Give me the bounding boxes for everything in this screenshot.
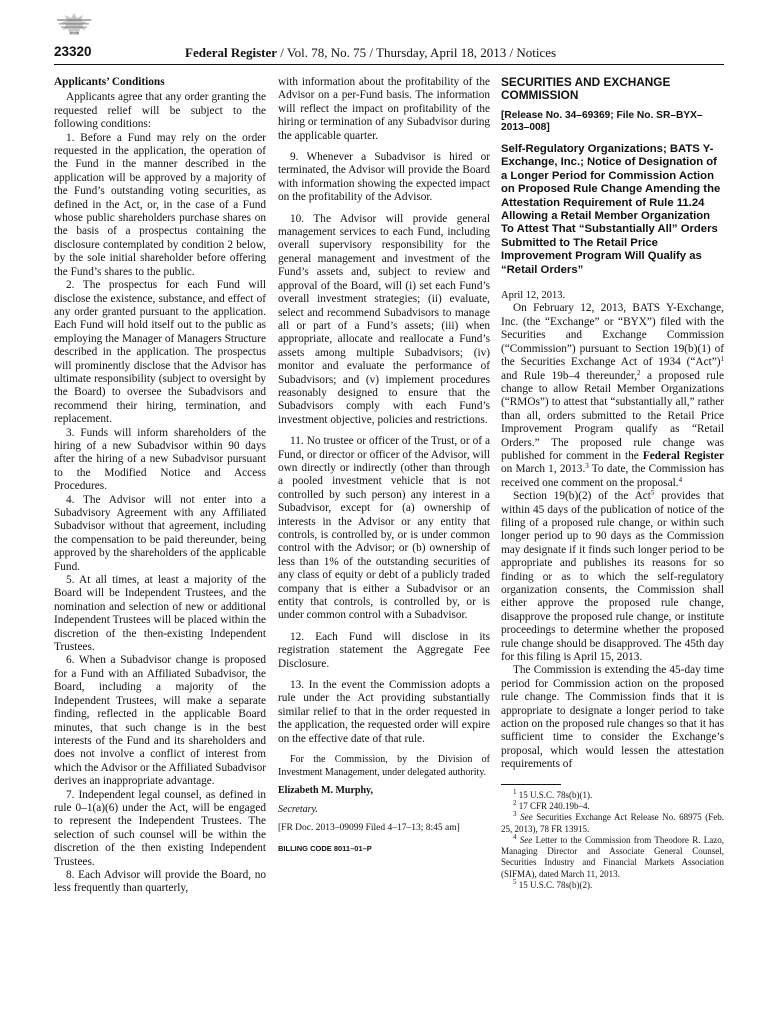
footnote-ref: 3 xyxy=(585,462,589,471)
fr-doc-line: [FR Doc. 2013–09099 Filed 4–17–13; 8:45 am] xyxy=(278,823,460,834)
footnote-ref: 5 xyxy=(650,489,655,498)
footnote-1: $^1$ 15 U.S.C. 78s(b)(1). xyxy=(513,787,593,800)
billing-code: BILLING CODE 8011–01–P xyxy=(278,843,372,853)
footnote-4: $^4$ See Letter to the Commission from Theodore R. Lazo, Managing Director and Associate General Counsel, Securities Industry and Financial Markets Association (SIFMA), dated March 11, 2013. xyxy=(501,832,724,879)
section-heading: Applicants’ Conditions xyxy=(54,76,165,88)
condition-1: 1. Before a Fund may rely on the order requested in the application, the operation of the Fund in the manner described in the application will be approved by a majority of the Fund’s outstanding voting securities, as defined in the Act, or, in the case of a Fund whose public shareholders purchase shares on the basis of a prospectus containing the disclosure contemplated by condition 2 below, by the sole initial shareholder before offering the Fund’s shares to the public. xyxy=(54,131,266,278)
notice-date: April 12, 2013. xyxy=(501,290,566,302)
condition-13: 13. In the event the Commission adopts a rule under the Act providing substantially similar relief to that in the order requested in the application, the requested order will expire on the effective date of that rule. xyxy=(278,679,490,745)
paragraph-continued: with information about the profitability of the Advisor on a per-Fund basis. The information will reflect the impact on profitability of the hiring or termination of any Subadvisor during the applicable quarter. xyxy=(278,76,490,142)
footnote-3: $^3$ See Securities Exchange Act Release No. 68975 (Feb. 25, 2013), 78 FR 13915. xyxy=(501,810,724,834)
footnote-2: $^2$ 17 CFR 240.19b–4. xyxy=(513,798,590,811)
gpo-authenticated-seal-logo xyxy=(54,9,94,39)
column-2 xyxy=(278,76,490,855)
issue-info: / Vol. 78, No. 75 / Thursday, April 18, 2013 / Notices xyxy=(277,45,557,60)
condition-3: 3. Funds will inform shareholders of the hiring of a new Subadvisor within 90 days after the hiring of a new Subadvisor pursuant to the Modified Notice and Access Procedures. xyxy=(54,426,266,493)
footnote-divider xyxy=(501,784,561,785)
release-number: [Release No. 34–69369; File No. SR–BYX–2013–008] xyxy=(501,109,703,134)
notice-subject: Self-Regulatory Organizations; BATS Y-Exchange, Inc.; Notice of Designation of a Longer Period for Commission Action on Proposed Rule Change Amending the Attestation Requirement of Rule 11.24 Allowing a Retail Member Organization To Attest That “Substantially All” Orders Submitted to The Retail Price Improvement Program Will Qualify as “Retail Orders” xyxy=(501,143,721,276)
body-paragraph-3: The Commission is extending the 45-day time period for Commission action on the proposed rule change. The Commission finds that it is appropriate to designate a longer period to take action on the proposed rule changes so that it has sufficient time to consider the Exchange’s proposal, which would lessen the attestation requirements of xyxy=(501,664,724,771)
condition-12: 12. Each Fund will disclose in its registration statement the Aggregate Fee Disclosure. xyxy=(278,630,490,670)
signature-name: Elizabeth M. Murphy, xyxy=(278,785,374,797)
condition-4: 4. The Advisor will not enter into a Subadvisory Agreement with any Affiliated Subadvisor without that agreement, including the compensation to be paid thereunder, being approved by the shareholders of the applicable Fund. xyxy=(54,493,266,573)
footnote-5: $^5$ 15 U.S.C. 78s(b)(2). xyxy=(513,878,593,891)
condition-6: 6. When a Subadvisor change is proposed for a Fund with an Affiliated Subadvisor, the Board, including a majority of the Independent Trustees, will make a separate finding, reflected in the applicable Board minutes, that such change is in the best interests of the Fund and its shareholders and does not involve a conflict of interest from which the Advisor or the Affiliated Subadvisor derives an inappropriate advantage. xyxy=(54,654,266,788)
condition-8: 8. Each Advisor will provide the Board, no less frequently than quarterly, xyxy=(54,868,266,895)
column-3 xyxy=(501,76,724,891)
page-header xyxy=(54,44,724,65)
condition-10: 10. The Advisor will provide general management services to each Fund, including overall supervisory responsibility for the general management and investment of the Fund’s assets and, subject to review and approval of the Board, will (i) set each Fund’s overall investment strategies; (ii) evaluate, select and recommend Subadvisors to manage all or part of a Fund’s assets; (iii) when appropriate, allocate and reallocate a Fund’s assets among multiple Subadvisors; (iv) monitor and evaluate the performance of Subadvisors; and (v) implement procedures reasonably designed to ensure that the Subadvisors comply with each Fund’s investment objective, policies and restrictions. xyxy=(278,212,490,426)
footnote-ref: 2 xyxy=(637,368,641,377)
paragraph: Applicants agree that any order granting the requested relief will be subject to the following conditions: xyxy=(54,91,266,131)
condition-9: 9. Whenever a Subadvisor is hired or terminated, the Advisor will provide the Board with information showing the expected impact on the profitability of the Advisor. xyxy=(278,151,490,204)
running-head xyxy=(185,45,556,61)
body-paragraph-2: Section 19(b)(2) of the Act$^5$ provides that within 45 days of the publication of notice of the filing of a proposed rule change, or within such longer period up to 90 days as the Commission may designate if it finds such longer period to be appropriate and publishes its reasons for so finding or as to which the self-regulatory organization consents, the Commission shall either approve the proposed rule change, disapprove the proposed rule change, or institute proceedings to determine whether the proposed rule change should be disapproved. The 45th day for this filing is April 15, 2013. xyxy=(501,489,724,664)
signature-title: Secretary. xyxy=(278,803,318,815)
federal-register-ref: Federal Register xyxy=(642,449,725,462)
footnote-ref: 4 xyxy=(678,475,683,484)
agency-heading: SECURITIES AND EXCHANGE COMMISSION xyxy=(501,75,671,103)
column-1 xyxy=(54,76,266,896)
body-paragraph-1: On February 12, 2013, BATS Y-Exchange, Inc. (the “Exchange” or “BYX”) filed with the Securities and Exchange Commission (“Commission”) pursuant to Section 19(b)(1) of the Securities Exchange Act of 1934 (“Act”)$^1$ and Rule 19b–4 thereunder,$^2$ a proposed rule change to allow Retail Member Organizations (“RMOs”) to attest that “substantially all,” rather than all, orders submitted to the Retail Price Improvement Program qualify as “Retail Orders.” The proposed rule change was published for comment in the Federal Register on March 1, 2013.$^3$ To date, the Commission has received one comment on the proposal.$^4$ xyxy=(501,302,725,489)
condition-2: 2. The prospectus for each Fund will disclose the existence, substance, and effect of any order granted pursuant to the application. Each Fund will hold itself out to the public as employing the Manager of Managers Structure described in the application. The prospectus will prominently disclose that the Advisor has ultimate responsibility (subject to oversight by the Board) to oversee the Subadvisors and recommend their hiring, termination, and replacement. xyxy=(54,279,266,426)
publication-name: Federal Register xyxy=(185,45,278,60)
signature-intro: For the Commission, by the Division of Investment Management, under delegated authority. xyxy=(278,754,490,778)
condition-7: 7. Independent legal counsel, as defined in rule 0–1(a)(6) under the Act, will be engaged to represent the Independent Trustees. The selection of such counsel will be within the discretion of the then existing Independent Trustees. xyxy=(54,788,266,868)
condition-5: 5. At all times, at least a majority of the Board will be Independent Trustees, and the nomination and selection of new or additional Independent Trustees will be placed within the discretion of the then-existing Independent Trustees. xyxy=(54,574,266,654)
page-number: 23320 xyxy=(54,44,92,59)
footnote-ref: 1 xyxy=(720,355,724,364)
condition-11: 11. No trustee or officer of the Trust, or of a Fund, or director or officer of the Advisor, will own directly or indirectly (other than through a pooled investment vehicle that is not controlled by such person) any interest in a Subadvisor, except for (a) ownership of interests in the Advisor or any entity that controls, is controlled by, or is under common control with the Advisor; or (b) ownership of less than 1% of the outstanding securities of any class of equity or debt of a publicly traded company that is either a Subadvisor or an entity that controls, is controlled by, or is under common control with a Subadvisor. xyxy=(278,435,490,622)
